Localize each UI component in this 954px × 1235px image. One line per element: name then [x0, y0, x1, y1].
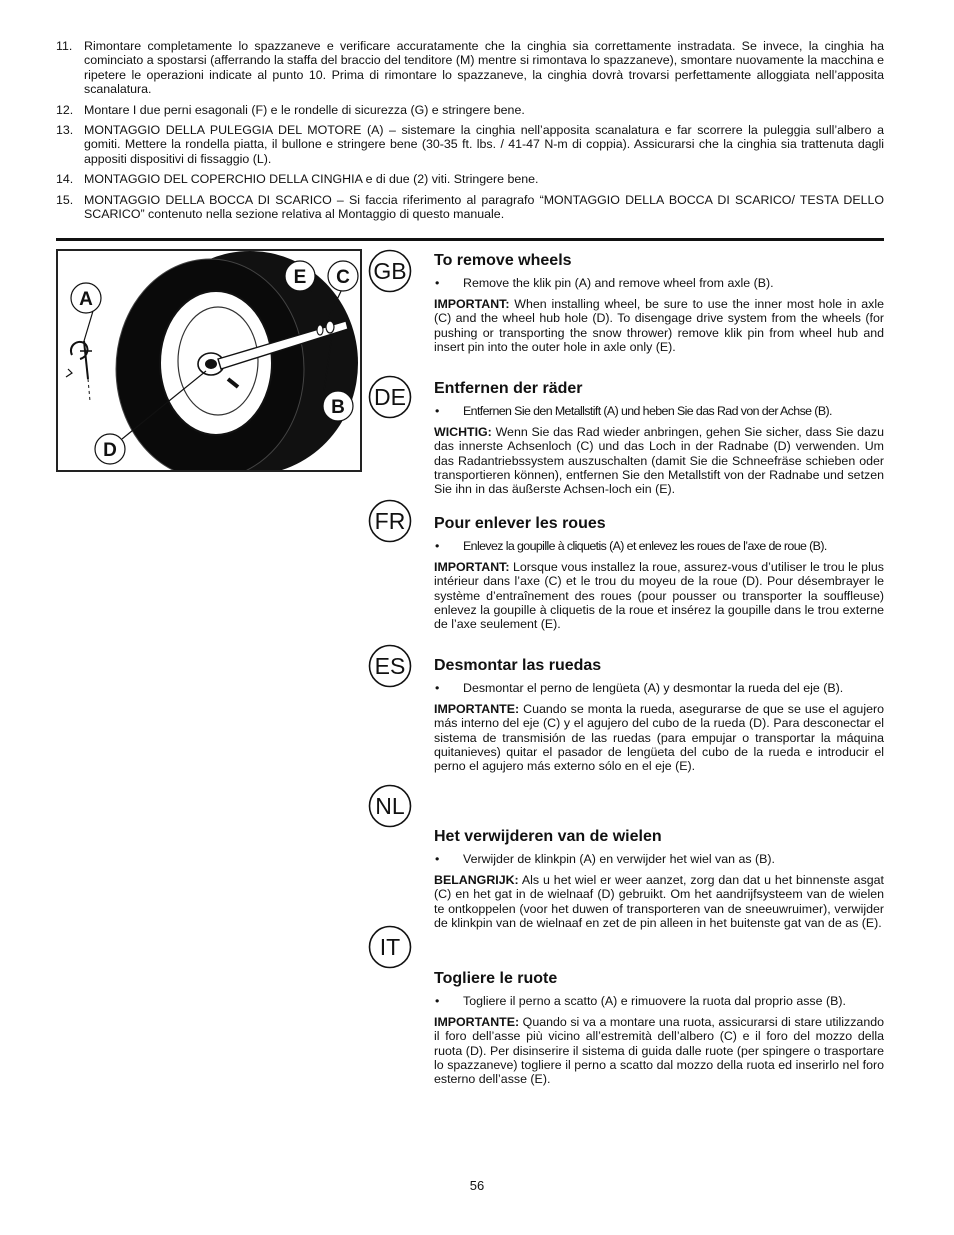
label-e: E — [293, 267, 307, 288]
bullet-text: Entfernen Sie den Metallstift (A) und heben Sie das Rad von der Achse (B). — [463, 404, 832, 418]
note-text: Als u het wiel er weer aanzet, zorg dan dat u het binnenste asgat (C) en het gat in de wielnaaf (D) gebruikt. Om het aandrijfsysteem van de wielen te ontkoppelen (voor het duwen of transporteren van de sneeuwruimer), verwijder de klinkpin van de wielnaaf en zet de pin alleen in het buitenste gat van de as (E). — [434, 873, 884, 930]
bullet-item — [434, 276, 884, 290]
important-note — [434, 425, 884, 496]
label-c: C — [336, 267, 350, 288]
bullet-mark: • — [435, 539, 440, 553]
important-note — [434, 873, 884, 930]
note-label: BELANGRIJK: — [434, 873, 519, 887]
page-number: 56 — [469, 1178, 485, 1193]
rotation-arrow — [66, 369, 72, 377]
label-d: D — [103, 440, 117, 461]
language-code: GB — [373, 258, 407, 284]
step-text: Montare I due perni esagonali (F) e le rondelle di sicurezza (G) e stringere bene. — [84, 102, 525, 117]
hub-hole — [205, 359, 217, 369]
bullet-item — [434, 994, 884, 1008]
note-text: Lorsque vous installez la roue, assurez-vous d’utiliser le trou le plus intérieur dans l’axe (C) et le trou du moyeu de la roue (D). Pour désembrayer le système d’entraînement des roues (pour pousser ou transporter la souffleuse) enlevez la goupille à cliquetis de la roue et insérez la goupille dans le trou externe de l’axe seulement (E). — [434, 560, 884, 632]
step-item — [56, 193, 884, 222]
language-badge-nl — [368, 784, 412, 828]
language-code: FR — [374, 508, 406, 534]
section-de — [434, 379, 884, 496]
note-label: WICHTIG: — [434, 425, 492, 439]
note-label: IMPORTANT: — [434, 560, 510, 574]
bullet-item — [434, 852, 884, 866]
section-title: To remove wheels — [434, 252, 572, 269]
language-badge-gb — [368, 249, 412, 293]
step-item — [56, 172, 884, 186]
section-nl — [434, 827, 884, 930]
section-title: Entfernen der räder — [434, 380, 583, 397]
note-label: IMPORTANTE: — [434, 1015, 520, 1029]
label-a: A — [79, 289, 93, 310]
important-note — [434, 560, 884, 631]
leader-line-a — [84, 311, 93, 341]
axle-hole-outer — [326, 321, 334, 333]
step-number: 11. — [56, 39, 73, 53]
wheel-illustration — [58, 251, 360, 470]
bullet-mark: • — [435, 404, 440, 418]
section-title: Het verwijderen van de wielen — [434, 828, 662, 845]
bullet-mark: • — [435, 681, 440, 695]
language-code: DE — [374, 384, 406, 410]
language-badge-de — [368, 375, 412, 419]
step-text: MONTAGGIO DELLA BOCCA DI SCARICO – Si faccia riferimento al paragrafo “MONTAGGIO DELLA BOCCA DI SCARICO/ TESTA DELLO SCARICO” contenuto nella sezione relativa al Montaggio di questo manuale. — [84, 192, 884, 222]
language-badge-fr — [368, 499, 412, 543]
pin-guide-line — [88, 379, 90, 401]
section-title: Desmontar las ruedas — [434, 657, 602, 674]
important-note — [434, 702, 884, 773]
note-label: IMPORTANTE: — [434, 702, 520, 716]
bullet-text: Remove the klik pin (A) and remove wheel from axle (B). — [463, 276, 774, 290]
language-badge-es — [368, 644, 412, 688]
language-code: ES — [374, 653, 406, 679]
important-note — [434, 297, 884, 354]
wheel-removal-figure — [56, 249, 362, 472]
label-b: B — [331, 397, 345, 418]
step-number: 13. — [56, 123, 74, 138]
step-text: MONTAGGIO DEL COPERCHIO DELLA CINGHIA e di due (2) viti. Stringere bene. — [84, 172, 539, 187]
note-text: Wenn Sie das Rad wieder anbringen, gehen Sie sicher, dass Sie dazu das innerste Achsenloch (C) und das Loch in der Radnabe (D) verwenden. Um das Radantriebssystem auszuschalten (damit Sie die Schneefräse schieben oder transportieren können), entfernen Sie den Metallstift von der Radnabe und setzen Sie ihn in das äußerste Achsen-loch ein (E). — [434, 425, 884, 497]
section-title: Togliere le ruote — [434, 970, 558, 987]
step-item — [56, 103, 884, 117]
step-text: MONTAGGIO DELLA PULEGGIA DEL MOTORE (A) – sistemare la cinghia nell’apposita scanalatura e far scorrere la puleggia sull’albero a gomiti. Mettere la rondella piatta, il bullone e stringere bene (30-35 ft. lbs. / 41-47 N-m di coppia). Assicurarsi che la cinghia sia trattenuta dagli appositi dispositivi di fissaggio (L). — [84, 123, 884, 166]
bullet-mark: • — [435, 852, 440, 866]
section-title: Pour enlever les roues — [434, 515, 606, 532]
assembly-steps — [56, 39, 884, 227]
bullet-text: Togliere il perno a scatto (A) e rimuovere la ruota dal proprio asse (B). — [463, 994, 846, 1008]
axle-hole-inner — [317, 325, 323, 335]
note-text: When installing wheel, be sure to use the inner most hole in axle (C) and the wheel hub hole (D). To disengage drive system from the wheels (for pushing or transporting the snow thrower) remove klik pin from wheel hub and insert pin into the outer hole in axle only (E). — [434, 297, 884, 354]
bullet-text: Enlevez la goupille à cliquetis (A) et enlevez les roues de l’axe de roue (B). — [463, 539, 827, 553]
section-es — [434, 656, 884, 773]
important-note — [434, 1015, 884, 1086]
bullet-item — [434, 539, 884, 553]
section-divider — [56, 238, 884, 241]
language-code: NL — [375, 793, 405, 819]
section-fr — [434, 514, 884, 631]
step-number: 14. — [56, 172, 74, 187]
bullet-text: Desmontar el perno de lengüeta (A) y desmontar la rueda del eje (B). — [463, 681, 844, 695]
step-number: 15. — [56, 192, 74, 207]
note-text: Quando si va a montare una ruota, assicurarsi di stare utilizzando il foro dell’asse più vicino all’estremità dell’albero (C) e il foro del mozzo della ruota (D). Per disinserire il sistema di guida dalle ruote (per spingere o trasportare lo spazzaneve) togliere il perno a scatto dal mozzo della ruota ed inserirlo nel foro esterno dell’asse (E). — [434, 1015, 884, 1087]
bullet-mark: • — [435, 276, 440, 290]
bullet-item — [434, 404, 884, 418]
step-item — [56, 123, 884, 166]
language-badge-it — [368, 925, 412, 969]
step-number: 12. — [56, 102, 74, 117]
language-code: IT — [379, 934, 401, 960]
section-it — [434, 969, 884, 1086]
note-text: Cuando se monta la rueda, asegurarse de que se use el agujero más interno del eje (C) y el agujero del cubo de la rueda (D). Para desconectar el sistema de transmisión de las ruedas (para empujar o transportar la máquina quitanieves) quitar el pasador de lengüeta del cubo de la rueda e introducir el perno el agujero más externo sólo en el eje (E). — [434, 702, 884, 774]
bullet-text: Verwijder de klinkpin (A) en verwijder het wiel van as (B). — [463, 852, 775, 866]
bullet-item — [434, 681, 884, 695]
bullet-mark: • — [435, 994, 440, 1008]
step-item — [56, 39, 884, 97]
note-label: IMPORTANT: — [434, 297, 510, 311]
step-text: Rimontare completamente lo spazzaneve e verificare accuratamente che la cinghia sia correttamente instradata. Se invece, la cinghia ha cominciato a spostarsi (afferrando la staffa del braccio del tenditore (M) mentre si rimontava lo spazzaneve), smontare nuovamente la macchina e ripetere le operazioni indicate al punto 10. Prima di rimontare lo spazzaneve, la cinghia dovrà trovarsi perfettamente alloggiata nell’apposita scanalatura. — [84, 39, 884, 97]
section-en — [434, 251, 884, 354]
